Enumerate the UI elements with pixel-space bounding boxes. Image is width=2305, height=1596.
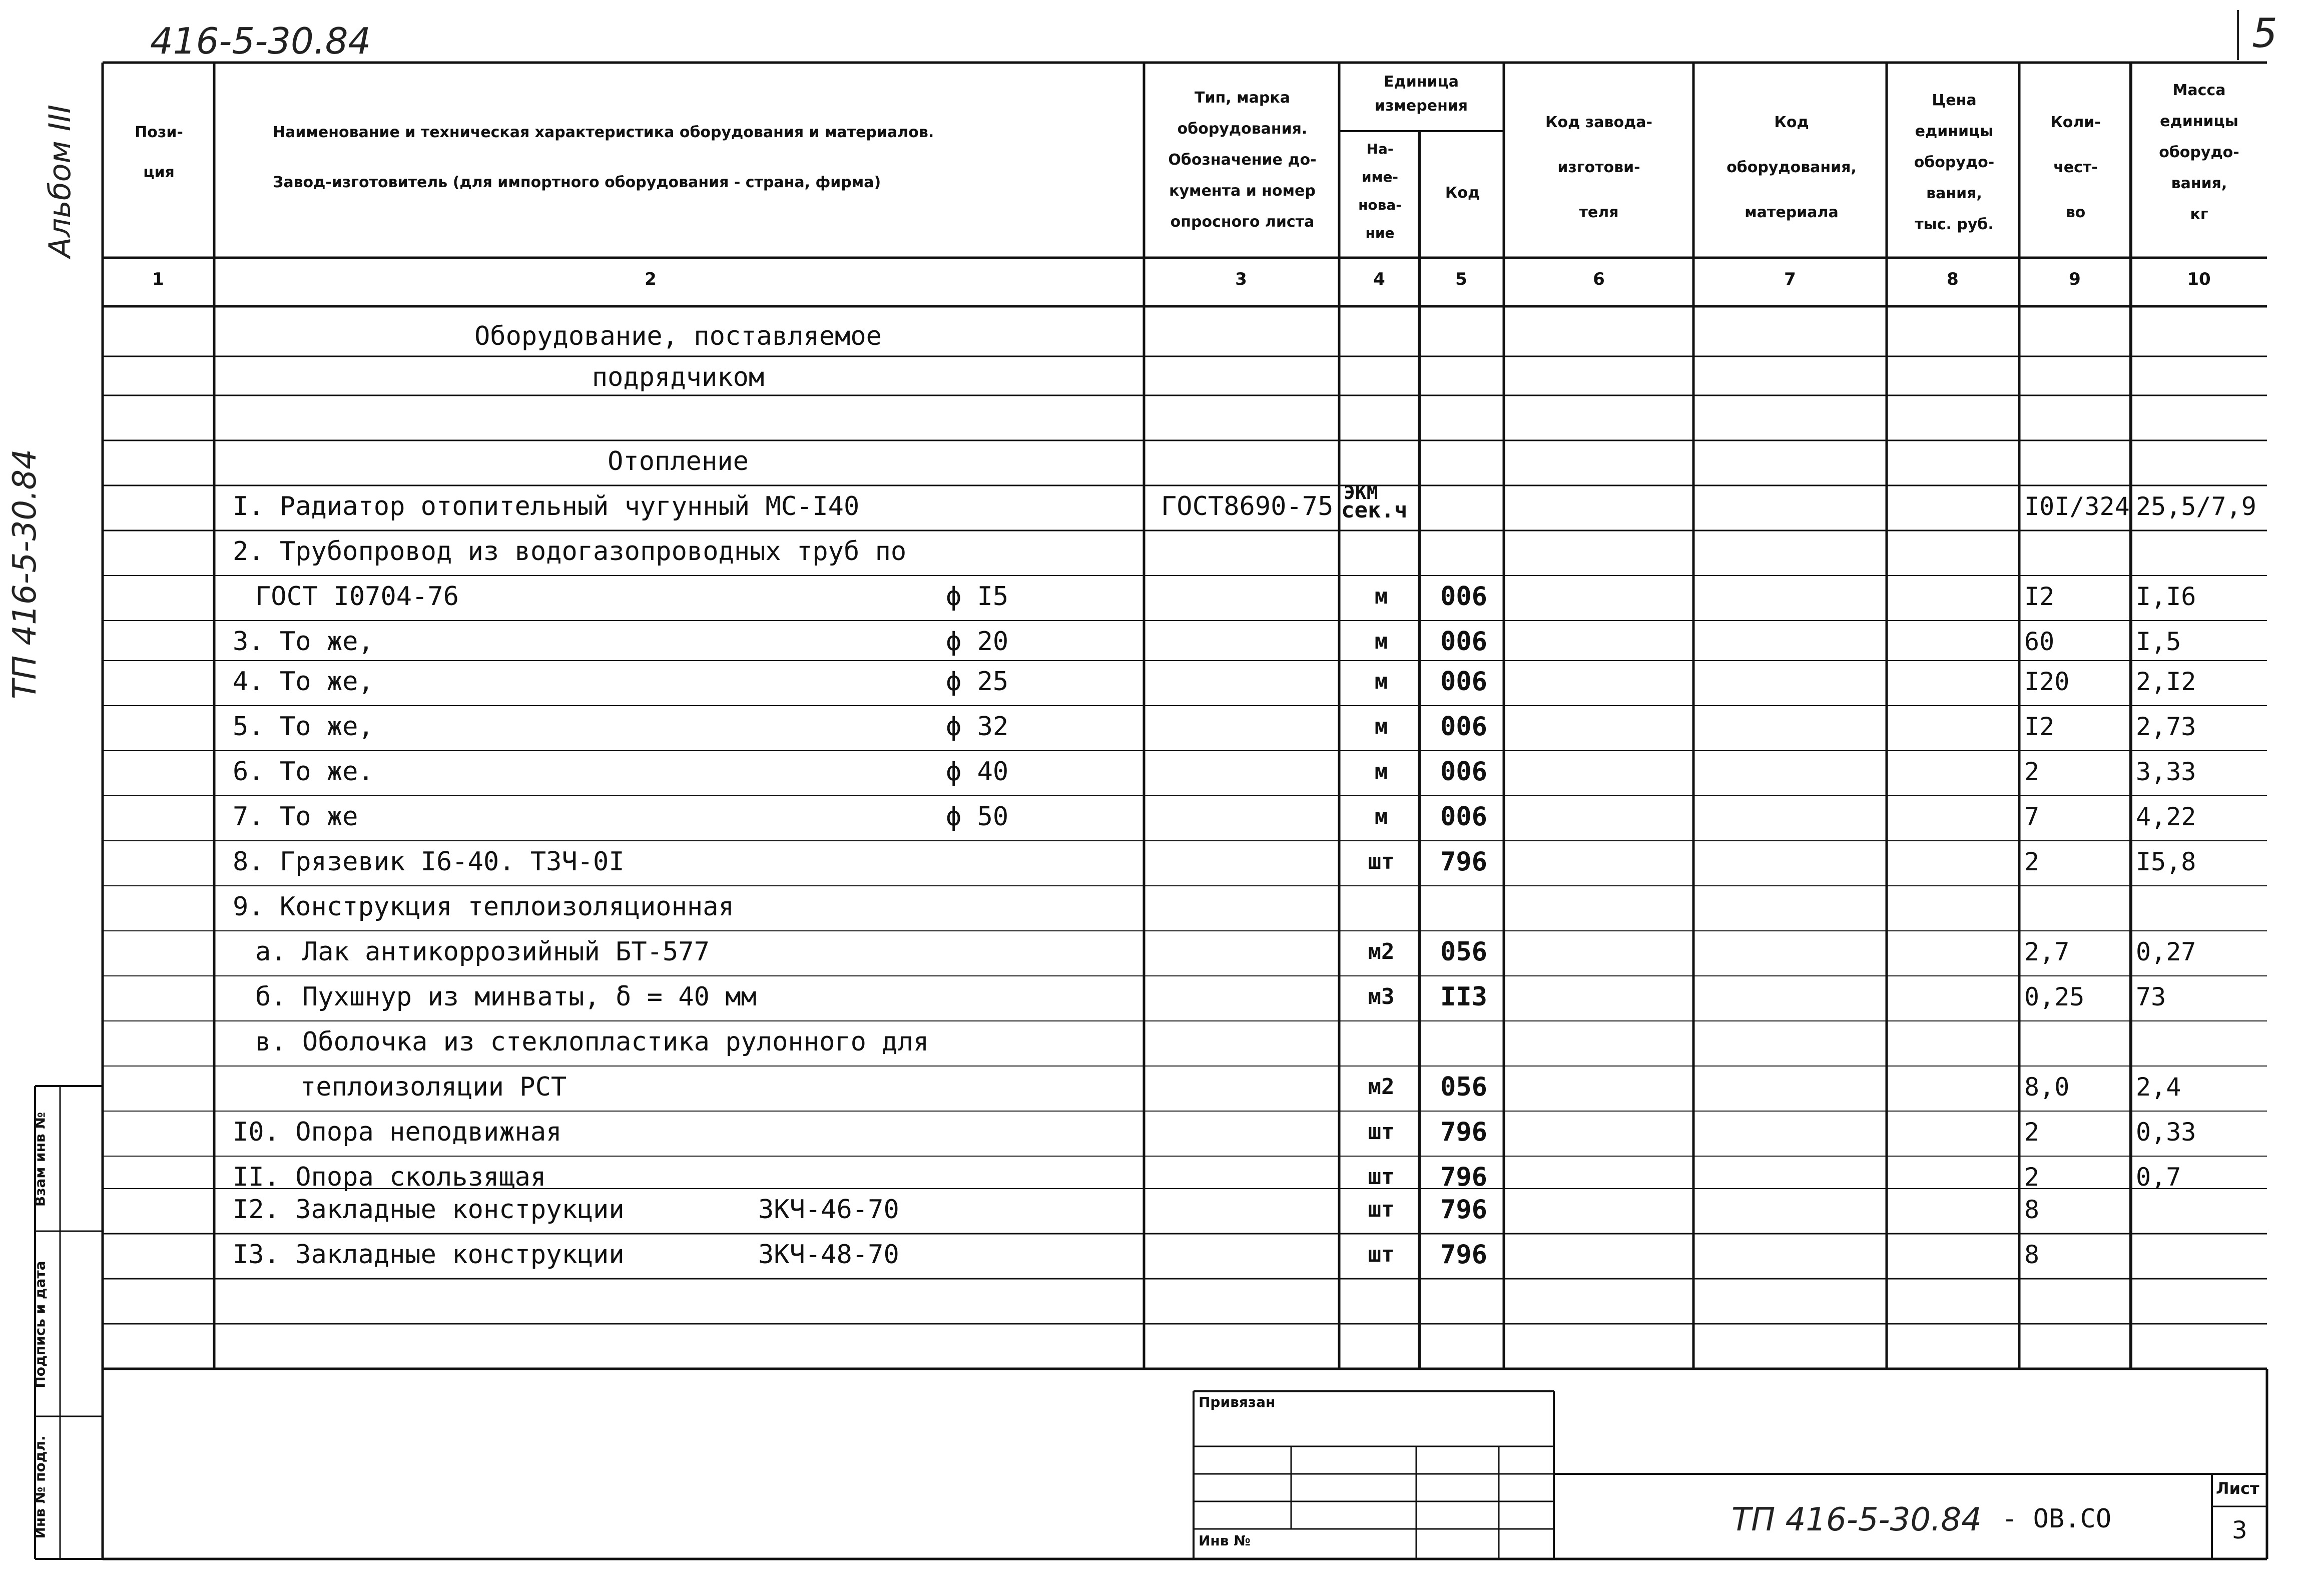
cell-c2r: ЗКЧ-48-70 bbox=[758, 1240, 899, 1270]
table-row bbox=[0, 1066, 2305, 1106]
cell-c5: 796 bbox=[1440, 1240, 1487, 1270]
cell-c2r: ϕ 40 bbox=[946, 757, 1009, 787]
cell-c2: а. Лак антикоррозийный БТ-577 bbox=[255, 937, 710, 967]
table-row bbox=[0, 1279, 2305, 1319]
cell-c2: ГОСТ I0704-76 bbox=[255, 582, 459, 612]
cell-c9: 2 bbox=[2024, 847, 2040, 876]
cell-c9: 7 bbox=[2024, 802, 2040, 831]
table-row bbox=[0, 931, 2305, 971]
cell-c5: 056 bbox=[1440, 1072, 1487, 1102]
colnum-4: 4 bbox=[1373, 269, 1385, 289]
cell-c10: 3,33 bbox=[2136, 757, 2196, 786]
header-col-1: Пози- ция bbox=[135, 124, 183, 181]
colnum-3: 3 bbox=[1235, 269, 1247, 289]
cell-c2: б. Пухшнур из минваты, δ = 40 мм bbox=[255, 982, 757, 1012]
cell-c2r: ЗКЧ-46-70 bbox=[758, 1195, 899, 1225]
cell-c2: 4. То же, bbox=[233, 667, 374, 697]
cell-c2r: ϕ 50 bbox=[946, 802, 1009, 832]
cell-c4: м bbox=[1374, 584, 1388, 609]
cell-c9: 2 bbox=[2024, 1118, 2040, 1147]
cell-c2: I0. Опора неподвижная bbox=[233, 1117, 562, 1147]
header-col-4: На- име- нова- ние bbox=[1358, 141, 1402, 241]
header-col-2: Наименование и техническая характеристика оборудования и материалов. Завод-изготовитель (для импортного оборудования - страна, фирма) bbox=[273, 124, 934, 191]
colnum-1: 1 bbox=[152, 269, 164, 289]
cell-c10: 2,73 bbox=[2136, 712, 2196, 741]
cell-c9: 0,25 bbox=[2024, 982, 2085, 1011]
cell-c2: Отопление bbox=[608, 446, 749, 476]
cell-c2: в. Оболочка из стеклопластика рулонного для bbox=[255, 1027, 929, 1057]
cell-c5: 006 bbox=[1440, 582, 1487, 612]
side-stamp-podpis: Подпись и дата bbox=[32, 1261, 49, 1388]
cell-c2: Оборудование, поставляемое bbox=[474, 321, 882, 351]
stamp-sheet-number: 3 bbox=[2232, 1516, 2247, 1544]
cell-c5: 006 bbox=[1440, 627, 1487, 657]
cell-c5: II3 bbox=[1440, 982, 1487, 1012]
cell-c5: 006 bbox=[1440, 667, 1487, 697]
cell-c2r: ϕ I5 bbox=[946, 582, 1009, 612]
cell-c9: 2 bbox=[2024, 757, 2040, 786]
table-row bbox=[0, 481, 2305, 525]
cell-c2: 3. То же, bbox=[233, 627, 374, 657]
cell-c10: 0,7 bbox=[2136, 1163, 2181, 1192]
cell-c9: I0I/324 bbox=[2024, 492, 2130, 521]
cell-c2: II. Опора скользящая bbox=[233, 1162, 546, 1192]
album-label: Альбом III bbox=[43, 105, 78, 258]
table-row bbox=[0, 886, 2305, 926]
cell-c10: 73 bbox=[2136, 982, 2166, 1011]
cell-c9: 8 bbox=[2024, 1195, 2040, 1224]
colnum-7: 7 bbox=[1784, 269, 1796, 289]
table-row bbox=[0, 1234, 2305, 1274]
colnum-10: 10 bbox=[2187, 269, 2211, 289]
table-row bbox=[0, 796, 2305, 836]
table-row bbox=[0, 530, 2305, 571]
header-unit-group: Единица измерения bbox=[1374, 73, 1468, 115]
table-row bbox=[0, 751, 2305, 791]
header-col-10: Масса единицы оборудо- вания, кг bbox=[2159, 82, 2239, 223]
cell-c5: 006 bbox=[1440, 802, 1487, 832]
header-col-7: Код оборудования, материала bbox=[1726, 114, 1857, 221]
cell-c10: 0,33 bbox=[2136, 1118, 2196, 1147]
colnum-6: 6 bbox=[1593, 269, 1605, 289]
table-row bbox=[0, 841, 2305, 881]
cell-c4: м2 bbox=[1368, 1074, 1395, 1100]
cell-c4: шт bbox=[1368, 1119, 1395, 1145]
cell-c4a: ЭКМ bbox=[1344, 481, 1378, 503]
cell-c5: 056 bbox=[1440, 937, 1487, 967]
cell-c2: теплоизоляции РСТ bbox=[300, 1072, 567, 1102]
cell-c9: 8 bbox=[2024, 1240, 2040, 1269]
table-row bbox=[0, 976, 2305, 1016]
header-col-6: Код завода- изготови- теля bbox=[1545, 114, 1652, 221]
colnum-9: 9 bbox=[2069, 269, 2081, 289]
cell-c2: подрядчиком bbox=[592, 362, 765, 392]
cell-c3: ГОСТ8690-75 bbox=[1161, 491, 1334, 521]
cell-c4: м bbox=[1374, 759, 1388, 784]
cell-c5: 006 bbox=[1440, 712, 1487, 742]
header-col-3: Тип, марка оборудования. Обозначение до- кумента и номер опросного листа bbox=[1168, 89, 1317, 231]
stamp-sheet-label: Лист bbox=[2216, 1479, 2259, 1498]
cell-c2: 5. То же, bbox=[233, 712, 374, 742]
colnum-2: 2 bbox=[645, 269, 657, 289]
cell-c2r: ϕ 32 bbox=[946, 712, 1009, 742]
cell-c4: м3 bbox=[1368, 984, 1395, 1009]
table-row bbox=[0, 440, 2305, 480]
cell-c10: I,I6 bbox=[2136, 582, 2196, 611]
cell-c10: 4,22 bbox=[2136, 802, 2196, 831]
cell-c9: I2 bbox=[2024, 582, 2055, 611]
header-col-9: Коли- чест- во bbox=[2050, 114, 2101, 221]
stamp-doc-suffix: - ОВ.СО bbox=[2002, 1504, 2112, 1534]
cell-c4: м bbox=[1374, 629, 1388, 654]
table-row bbox=[0, 1324, 2305, 1364]
cell-c9: 2 bbox=[2024, 1163, 2040, 1192]
table-row bbox=[0, 1021, 2305, 1061]
cell-c4: м bbox=[1374, 714, 1388, 739]
cell-c4: м2 bbox=[1368, 939, 1395, 964]
cell-c9: I20 bbox=[2024, 667, 2070, 696]
stamp-doc-code: ТП 416-5-30.84 bbox=[1732, 1501, 1982, 1538]
table-row bbox=[0, 576, 2305, 616]
cell-c9: 2,7 bbox=[2024, 937, 2070, 966]
colnum-5: 5 bbox=[1455, 269, 1467, 289]
cell-c10: 25,5/7,9 bbox=[2136, 492, 2256, 521]
stamp-privyazan: Привязан bbox=[1199, 1394, 1276, 1410]
side-stamp-inv-podl: Инв № подл. bbox=[32, 1435, 49, 1539]
cell-c4: шт bbox=[1368, 1197, 1395, 1222]
cell-c10: 2,4 bbox=[2136, 1073, 2181, 1102]
header-col-5: Код bbox=[1445, 184, 1480, 202]
stamp-inv-no: Инв № bbox=[1199, 1532, 1251, 1549]
header-col-8: Цена единицы оборудо- вания, тыс. руб. bbox=[1914, 92, 1995, 233]
cell-c10: 2,I2 bbox=[2136, 667, 2196, 696]
page-corner-number: 5 bbox=[2252, 10, 2277, 57]
cell-c2: I2. Закладные конструкции bbox=[233, 1195, 625, 1225]
cell-c5: 796 bbox=[1440, 1195, 1487, 1225]
table-row bbox=[0, 661, 2305, 701]
table-row bbox=[0, 315, 2305, 355]
cell-c9: 8,0 bbox=[2024, 1073, 2070, 1102]
cell-c2: 8. Грязевик I6-40. ТЗЧ-0I bbox=[233, 847, 625, 877]
cell-c4b: сек.ч bbox=[1341, 497, 1408, 523]
cell-c5: 796 bbox=[1440, 1117, 1487, 1147]
side-stamp-vzam: Взам инв № bbox=[32, 1112, 49, 1207]
cell-c2r: ϕ 20 bbox=[946, 627, 1009, 657]
cell-c2: 7. То же bbox=[233, 802, 358, 832]
cell-c2r: ϕ 25 bbox=[946, 667, 1009, 697]
cell-c4: м bbox=[1374, 804, 1388, 829]
cell-c2: 9. Конструкция теплоизоляционная bbox=[233, 892, 734, 922]
table-row bbox=[0, 706, 2305, 746]
cell-c9: I2 bbox=[2024, 712, 2055, 741]
table-row bbox=[0, 1189, 2305, 1229]
cell-c2: 2. Трубопровод из водогазопроводных труб по bbox=[233, 537, 907, 567]
cell-c2: I3. Закладные конструкции bbox=[233, 1240, 625, 1270]
document-code-handwritten: 416-5-30.84 bbox=[150, 20, 371, 62]
cell-c2: 6. То же. bbox=[233, 757, 374, 787]
table-row bbox=[0, 395, 2305, 435]
cell-c4: шт bbox=[1368, 1242, 1395, 1267]
cell-c4: шт bbox=[1368, 849, 1395, 874]
cell-c2: I. Радиатор отопительный чугунный МС-I40 bbox=[233, 491, 860, 521]
project-number-vertical: ТП 416-5-30.84 bbox=[7, 449, 44, 699]
cell-c10: 0,27 bbox=[2136, 937, 2196, 966]
cell-c5: 796 bbox=[1440, 1162, 1487, 1192]
colnum-8: 8 bbox=[1947, 269, 1959, 289]
cell-c5: 006 bbox=[1440, 757, 1487, 787]
table-row bbox=[0, 356, 2305, 396]
cell-c5: 796 bbox=[1440, 847, 1487, 877]
cell-c9: 60 bbox=[2024, 627, 2055, 656]
cell-c4: шт bbox=[1368, 1164, 1395, 1190]
table-row bbox=[0, 1111, 2305, 1151]
table-row bbox=[0, 621, 2305, 661]
cell-c10: I,5 bbox=[2136, 627, 2181, 656]
cell-c4: м bbox=[1374, 669, 1388, 694]
cell-c10: I5,8 bbox=[2136, 847, 2196, 876]
